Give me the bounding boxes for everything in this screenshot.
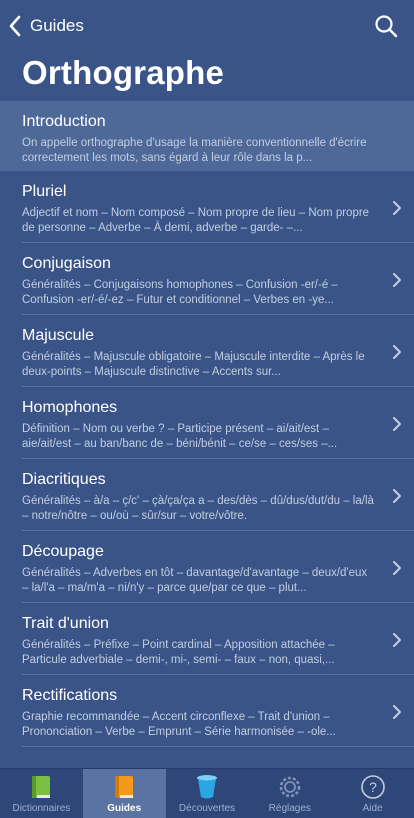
divider <box>22 746 414 747</box>
list-item-diacritiques[interactable] <box>0 459 414 531</box>
cup-icon <box>194 773 220 801</box>
book-green-icon <box>28 773 54 801</box>
chevron-left-icon <box>8 15 22 37</box>
list-item-subtitle: Généralités – Majuscule obligatoire – Majuscule interdite – Après le deux-points – Majuscule distinctive – Accents sur... <box>22 351 365 378</box>
list-item-subtitle: Généralités – Préfixe – Point cardinal – Apposition attachée – Particule adverbiale – demi-, mi-, semi- – faux – non, quasi,... <box>22 639 335 666</box>
search-button[interactable] <box>374 14 398 38</box>
tab-dictionnaires[interactable] <box>0 769 83 818</box>
list-item-title: Majuscule <box>22 327 95 344</box>
chevron-right-icon <box>392 344 402 360</box>
tab-label: Réglages <box>268 803 311 814</box>
list-item-title: Rectifications <box>22 687 118 704</box>
tab-bar <box>0 768 414 818</box>
chevron-right-icon <box>392 200 402 216</box>
tab-aide[interactable] <box>331 769 414 818</box>
page-title: Orthographe <box>22 54 225 91</box>
back-label: Guides <box>30 16 84 35</box>
tab-decouvertes[interactable] <box>166 769 249 818</box>
chevron-right-icon <box>392 272 402 288</box>
chevron-right-icon <box>392 560 402 576</box>
search-icon <box>374 14 398 38</box>
list-item-title: Diacritiques <box>22 471 106 488</box>
list-item-subtitle: Généralités – Adverbes en tôt – davantage/d'avantage – deux/d'eux – la/l'a – ma/m'a – ni/n'y – parce que/par ce que – plut... <box>22 567 368 594</box>
list-item-homophones[interactable] <box>0 387 414 459</box>
book-orange-icon <box>111 773 137 801</box>
tab-label: Dictionnaires <box>12 803 71 814</box>
gear-icon <box>277 773 303 801</box>
tab-label: Découvertes <box>178 803 236 814</box>
list-item-title: Introduction <box>22 113 106 130</box>
list-item-subtitle: Généralités – à/a – ç/c' – çà/ça/ça a – des/dès – dû/dus/dut/du – la/là – notre/nôtre – ou/où – sûr/sur – votre/vôtre. <box>22 495 374 522</box>
list-item-trait-union[interactable] <box>0 603 414 675</box>
list-item-decoupage[interactable] <box>0 531 414 603</box>
list-item-subtitle: On appelle orthographe d'usage la manière conventionnelle d'écrire correctement les mots, sans égard à leur rôle dans la p... <box>22 137 367 164</box>
question-icon <box>360 773 386 801</box>
list-item-subtitle: Graphie recommandée – Accent circonflexe – Trait d'union – Prononciation – Verbe – Emprunt – Série harmonisée – -ole... <box>22 711 336 738</box>
chevron-right-icon <box>392 632 402 648</box>
chevron-right-icon <box>392 416 402 432</box>
chevron-right-icon <box>392 488 402 504</box>
svg-text:?: ? <box>368 779 377 795</box>
list-item-title: Pluriel <box>22 183 67 200</box>
tab-label: Aide <box>362 803 383 814</box>
list-item-pluriel[interactable] <box>0 171 414 243</box>
list-item-rectifications[interactable] <box>0 675 414 747</box>
tab-label: Guides <box>107 803 142 814</box>
list-item-majuscule[interactable] <box>0 315 414 387</box>
list-item-introduction[interactable] <box>0 101 414 171</box>
list-item-title: Homophones <box>22 399 118 416</box>
list-item-title: Trait d'union <box>22 615 109 632</box>
chevron-right-icon <box>392 704 402 720</box>
list-item-title: Découpage <box>22 543 104 560</box>
list-item-conjugaison[interactable] <box>0 243 414 315</box>
back-button[interactable] <box>8 13 84 39</box>
list-item-subtitle: Définition – Nom ou verbe ? – Participe présent – ai/ait/est – aie/ait/est – au ban/banc de – béni/bénit – ce/se – ces/ses –... <box>22 423 338 450</box>
list-item-subtitle: Adjectif et nom – Nom composé – Nom propre de lieu – Nom propre de personne – Adverbe – À demi, adverbe – garde- –... <box>22 207 370 234</box>
list-item-subtitle: Généralités – Conjugaisons homophones – Confusion -er/-é – Confusion -er/-é/-ez – Futur et conditionnel – Verbes en -ye... <box>22 279 338 306</box>
navigation-bar <box>0 0 414 52</box>
tab-guides[interactable] <box>83 769 166 818</box>
list-item-title: Conjugaison <box>22 255 111 272</box>
guide-list <box>0 101 414 747</box>
tab-reglages[interactable] <box>248 769 331 818</box>
